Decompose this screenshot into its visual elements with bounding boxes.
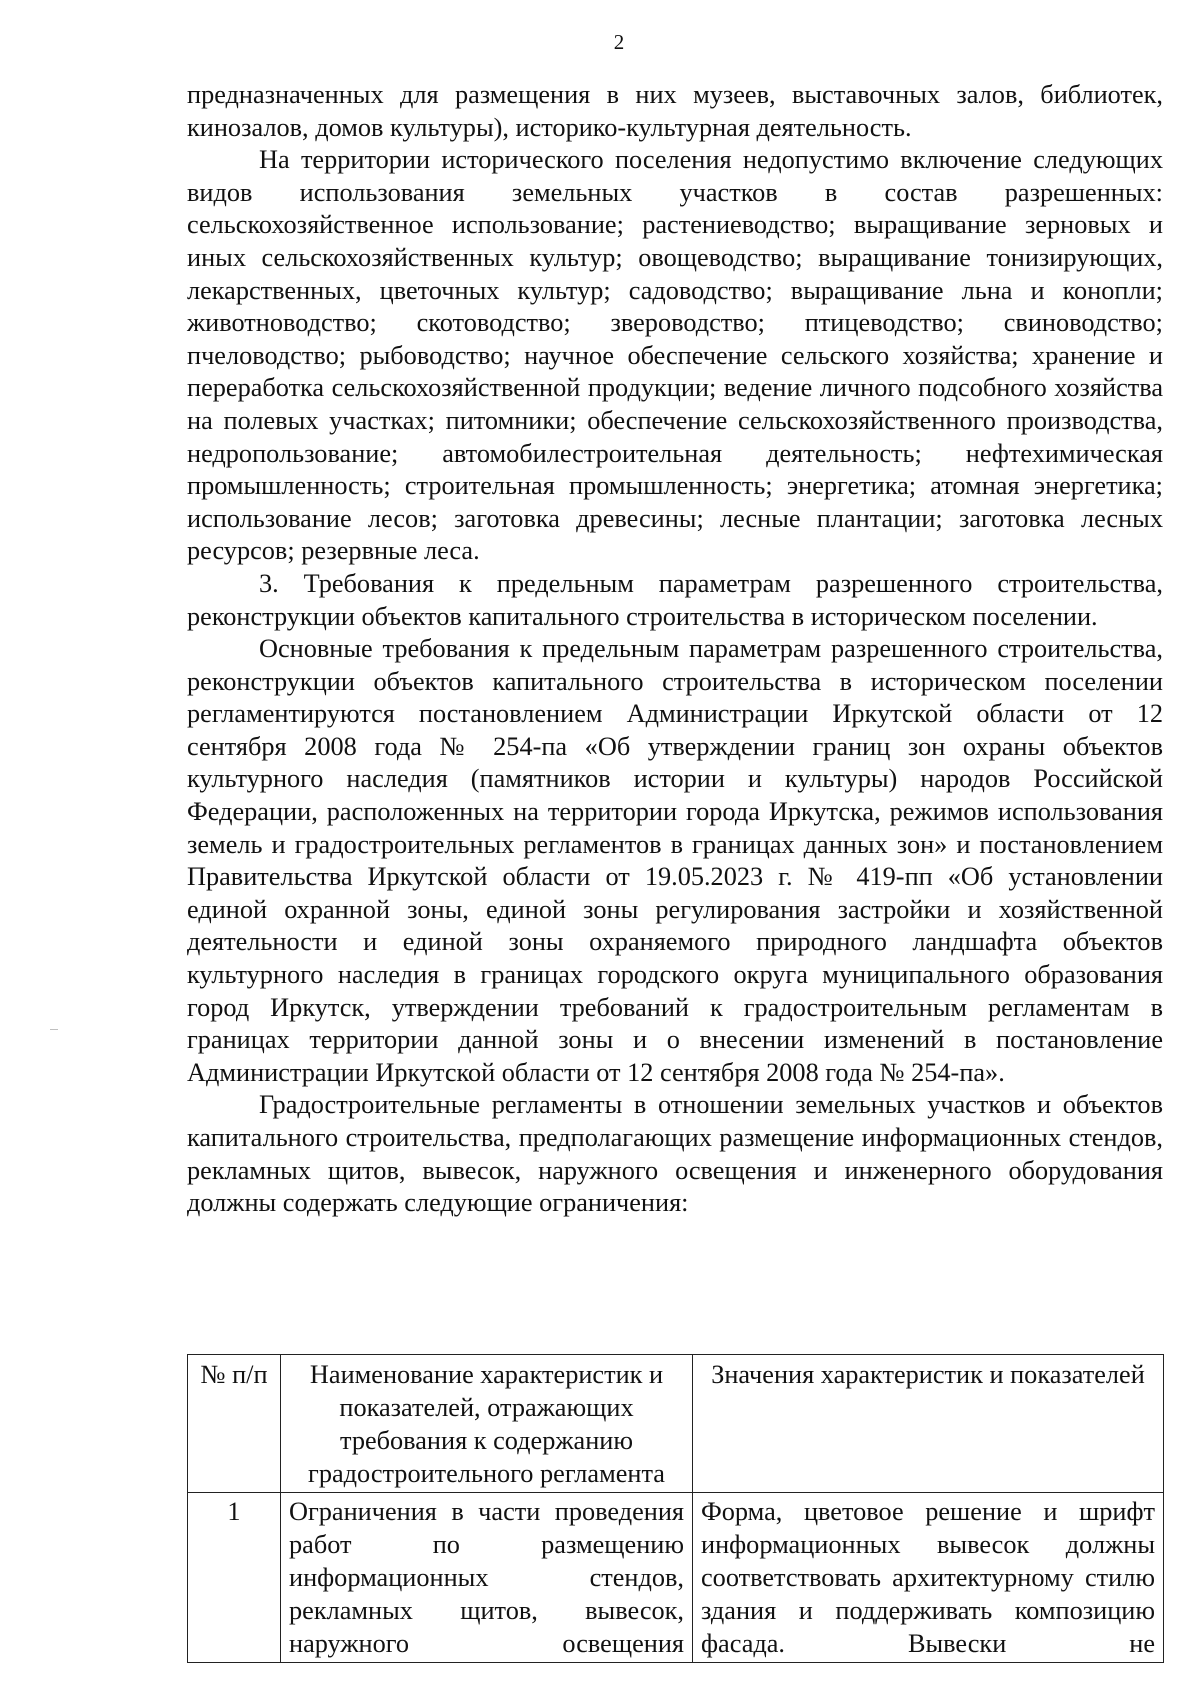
page-number: 2 [613, 30, 625, 54]
paragraph-basic-requirements: Основные требования к предельным параметрам разрешенного строительства, реконструкции объектов капитального строительства в историческом поселении регламентируются постановлением Администрации Иркутской области от 12 сентября 2008 года № 254-па «Об утверждении границ зон охраны объектов культурного наследия (памятников истории и культуры) народов Российской Федерации, расположенных на территории города Иркутска, режимов использования земель и градостроительных регламентов в границах данных зон» и постановлением Правительства Иркутской области от 19.05.2023 г. № 419-пп «Об установлении единой охранной зоны, единой зоны регулирования застройки и хозяйственной деятельности и единой зоны охраняемого природного ландшафта объектов культурного наследия в границах городского округа муниципального образования город Иркутск, утверждении требований к градостроительным регламентам в границах территории данной зоны и о внесении изменений в постановление Администрации Иркутской области от 12 сентября 2008 года № 254-па». [187, 634, 1163, 1087]
header-number: № п/п [188, 1355, 281, 1493]
paragraph-prohibited-uses: На территории исторического поселения недопустимо включение следующих видов использования земельных участков в состав разрешенных: сельскохозяйственное использование; растениеводство; выращивание зерновых и иных сельскохозяйственных культур; овощеводство; выращивание тонизирующих, лекарственных, цветочных культур; садоводство; выращивание льна и конопли; животноводство; скотоводство; звероводство; птицеводство; свиноводство; пчеловодство; рыбоводство; научное обеспечение сельского хозяйства; хранение и переработка сельскохозяйственной продукции; ведение личного подсобного хозяйства на полевых участках; питомники; обеспечение сельскохозяйственного производства, недропользование; автомобилестроительная деятельность; нефтехимическая промышленность; строительная промышленность; энергетика; атомная энергетика; использование лесов; заготовка древесины; лесные плантации; заготовка лесных ресурсов; резервные леса. [187, 145, 1163, 566]
row-characteristic-value: Форма, цветовое решение и шрифт информационных вывесок должны соответствовать архитектурному стилю здания и поддерживать композицию фасада. Вывески не [693, 1493, 1164, 1663]
row-number: 1 [188, 1493, 281, 1663]
row-characteristic-name: Ограничения в части проведения работ по размещению информационных стендов, рекламных щитов, вывесок, наружного освещения [281, 1493, 693, 1663]
paragraph-continuation: предназначенных для размещения в них музеев, выставочных залов, библиотек, кинозалов, домов культуры), историко-культурная деятельность. [187, 80, 1163, 142]
header-characteristic-name: Наименование характеристик и показателей, отражающих требования к содержанию градостроительного регламента [281, 1355, 693, 1493]
scan-artifact-mark [50, 1029, 58, 1030]
table-row [188, 1493, 1164, 1663]
document-body [187, 79, 1163, 1220]
requirements-table [187, 1354, 1164, 1663]
paragraph-regulations-intro: Градостроительные регламенты в отношении земельных участков и объектов капитального строительства, предполагающих размещение информационных стендов, рекламных щитов, вывесок, наружного освещения и инженерного оборудования должны содержать следующие ограничения: [187, 1090, 1163, 1218]
header-characteristic-value: Значения характеристик и показателей [693, 1355, 1164, 1493]
paragraph-section-3-heading: 3. Требования к предельным параметрам разрешенного строительства, реконструкции объектов капитального строительства в историческом поселении. [187, 568, 1163, 631]
table-header-row [188, 1355, 1164, 1493]
